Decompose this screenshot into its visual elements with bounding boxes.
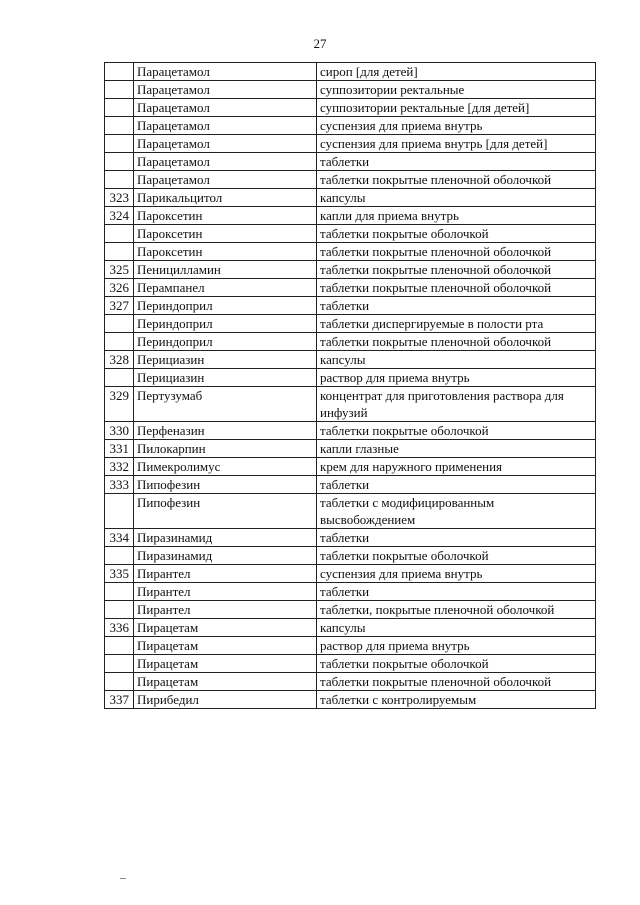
dosage-form-cell: суппозитории ректальные [для детей] xyxy=(317,99,596,117)
dosage-form-cell: таблетки диспергируемые в полости рта xyxy=(317,315,596,333)
drug-name-cell: Пирацетам xyxy=(134,655,317,673)
row-number-cell: 333 xyxy=(105,476,134,494)
table-row xyxy=(105,153,596,171)
dosage-form-cell: таблетки покрытые пленочной оболочкой xyxy=(317,333,596,351)
table-row xyxy=(105,458,596,476)
table-row xyxy=(105,387,596,422)
drug-name-cell: Пирацетам xyxy=(134,673,317,691)
row-number-cell xyxy=(105,171,134,189)
drug-name-cell: Пароксетин xyxy=(134,225,317,243)
row-number-cell xyxy=(105,225,134,243)
drug-name-cell: Пипофезин xyxy=(134,494,317,529)
drug-name-cell: Пирацетам xyxy=(134,619,317,637)
drug-name-cell: Пеницилламин xyxy=(134,261,317,279)
row-number-cell: 330 xyxy=(105,422,134,440)
table-row xyxy=(105,565,596,583)
dosage-form-cell: капсулы xyxy=(317,351,596,369)
table-row xyxy=(105,297,596,315)
table-row xyxy=(105,351,596,369)
drug-name-cell: Пиразинамид xyxy=(134,547,317,565)
table-row xyxy=(105,207,596,225)
dosage-form-cell: таблетки покрытые пленочной оболочкой xyxy=(317,171,596,189)
row-number-cell xyxy=(105,369,134,387)
row-number-cell: 331 xyxy=(105,440,134,458)
dosage-form-cell: таблетки с модифицированным высвобождением xyxy=(317,494,596,529)
row-number-cell xyxy=(105,63,134,81)
table-row xyxy=(105,225,596,243)
table-row xyxy=(105,529,596,547)
dosage-form-cell: таблетки покрытые пленочной оболочкой xyxy=(317,261,596,279)
drug-name-cell: Периндоприл xyxy=(134,297,317,315)
dosage-form-cell: таблетки xyxy=(317,297,596,315)
row-number-cell xyxy=(105,494,134,529)
drug-name-cell: Пимекролимус xyxy=(134,458,317,476)
drug-name-cell: Пароксетин xyxy=(134,243,317,261)
row-number-cell xyxy=(105,601,134,619)
drug-name-cell: Парацетамол xyxy=(134,153,317,171)
table-row xyxy=(105,81,596,99)
page-number: 27 xyxy=(313,36,327,51)
table-row xyxy=(105,476,596,494)
row-number-cell: 329 xyxy=(105,387,134,422)
row-number-cell: 323 xyxy=(105,189,134,207)
row-number-cell: 324 xyxy=(105,207,134,225)
row-number-cell xyxy=(105,117,134,135)
dosage-form-cell: таблетки xyxy=(317,583,596,601)
row-number-cell xyxy=(105,583,134,601)
row-number-cell xyxy=(105,673,134,691)
medication-table xyxy=(104,62,596,709)
dosage-form-cell: раствор для приема внутрь xyxy=(317,369,596,387)
row-number-cell: 332 xyxy=(105,458,134,476)
drug-name-cell: Периндоприл xyxy=(134,333,317,351)
table-row xyxy=(105,135,596,153)
row-number-cell xyxy=(105,81,134,99)
dosage-form-cell: таблетки покрытые оболочкой xyxy=(317,422,596,440)
dosage-form-cell: суспензия для приема внутрь xyxy=(317,565,596,583)
dosage-form-cell: сироп [для детей] xyxy=(317,63,596,81)
table-row xyxy=(105,673,596,691)
row-number-cell xyxy=(105,243,134,261)
drug-name-cell: Перициазин xyxy=(134,351,317,369)
table-row xyxy=(105,637,596,655)
table-row xyxy=(105,440,596,458)
row-number-cell xyxy=(105,315,134,333)
dosage-form-cell: капсулы xyxy=(317,189,596,207)
table-row xyxy=(105,261,596,279)
dosage-form-cell: крем для наружного применения xyxy=(317,458,596,476)
dosage-form-cell: таблетки покрытые оболочкой xyxy=(317,547,596,565)
table-row xyxy=(105,279,596,297)
table-row xyxy=(105,171,596,189)
drug-name-cell: Перампанел xyxy=(134,279,317,297)
drug-name-cell: Пиразинамид xyxy=(134,529,317,547)
drug-name-cell: Пирантел xyxy=(134,583,317,601)
table-row xyxy=(105,601,596,619)
row-number-cell: 326 xyxy=(105,279,134,297)
row-number-cell: 336 xyxy=(105,619,134,637)
table-row xyxy=(105,243,596,261)
dosage-form-cell: капли глазные xyxy=(317,440,596,458)
row-number-cell xyxy=(105,99,134,117)
table-row xyxy=(105,691,596,709)
table-row xyxy=(105,422,596,440)
dosage-form-cell: таблетки покрытые пленочной оболочкой xyxy=(317,673,596,691)
drug-name-cell: Парацетамол xyxy=(134,135,317,153)
dosage-form-cell: таблетки xyxy=(317,529,596,547)
drug-name-cell: Пирибедил xyxy=(134,691,317,709)
drug-name-cell: Пирантел xyxy=(134,601,317,619)
table-row xyxy=(105,547,596,565)
row-number-cell: 335 xyxy=(105,565,134,583)
table-row xyxy=(105,333,596,351)
table-row xyxy=(105,619,596,637)
drug-name-cell: Пипофезин xyxy=(134,476,317,494)
row-number-cell xyxy=(105,153,134,171)
dosage-form-cell: таблетки покрытые оболочкой xyxy=(317,655,596,673)
dosage-form-cell: таблетки покрытые пленочной оболочкой xyxy=(317,279,596,297)
row-number-cell xyxy=(105,547,134,565)
drug-name-cell: Пилокарпин xyxy=(134,440,317,458)
dosage-form-cell: капсулы xyxy=(317,619,596,637)
scan-mark xyxy=(120,878,126,879)
drug-name-cell: Пирацетам xyxy=(134,637,317,655)
dosage-form-cell: раствор для приема внутрь xyxy=(317,637,596,655)
dosage-form-cell: суспензия для приема внутрь [для детей] xyxy=(317,135,596,153)
row-number-cell: 328 xyxy=(105,351,134,369)
table-row xyxy=(105,369,596,387)
table-row xyxy=(105,189,596,207)
dosage-form-cell: капли для приема внутрь xyxy=(317,207,596,225)
dosage-form-cell: концентрат для приготовления раствора для инфузий xyxy=(317,387,596,422)
drug-name-cell: Пароксетин xyxy=(134,207,317,225)
drug-name-cell: Перициазин xyxy=(134,369,317,387)
table-row xyxy=(105,99,596,117)
table-row xyxy=(105,315,596,333)
table-row xyxy=(105,583,596,601)
table-row xyxy=(105,117,596,135)
row-number-cell xyxy=(105,655,134,673)
dosage-form-cell: таблетки с контролируемым xyxy=(317,691,596,709)
dosage-form-cell: таблетки xyxy=(317,476,596,494)
dosage-form-cell: таблетки, покрытые пленочной оболочкой xyxy=(317,601,596,619)
dosage-form-cell: таблетки xyxy=(317,153,596,171)
drug-name-cell: Парацетамол xyxy=(134,171,317,189)
dosage-form-cell: таблетки покрытые оболочкой xyxy=(317,225,596,243)
drug-name-cell: Парацетамол xyxy=(134,99,317,117)
drug-name-cell: Пертузумаб xyxy=(134,387,317,422)
table-row xyxy=(105,655,596,673)
drug-name-cell: Периндоприл xyxy=(134,315,317,333)
dosage-form-cell: таблетки покрытые пленочной оболочкой xyxy=(317,243,596,261)
drug-name-cell: Парацетамол xyxy=(134,117,317,135)
row-number-cell: 337 xyxy=(105,691,134,709)
row-number-cell xyxy=(105,637,134,655)
row-number-cell xyxy=(105,135,134,153)
drug-name-cell: Парикальцитол xyxy=(134,189,317,207)
row-number-cell: 325 xyxy=(105,261,134,279)
table-row xyxy=(105,494,596,529)
table-row xyxy=(105,63,596,81)
dosage-form-cell: суппозитории ректальные xyxy=(317,81,596,99)
medication-table-body xyxy=(105,63,596,709)
drug-name-cell: Перфеназин xyxy=(134,422,317,440)
row-number-cell: 327 xyxy=(105,297,134,315)
drug-name-cell: Парацетамол xyxy=(134,63,317,81)
row-number-cell: 334 xyxy=(105,529,134,547)
drug-name-cell: Пирантел xyxy=(134,565,317,583)
drug-name-cell: Парацетамол xyxy=(134,81,317,99)
dosage-form-cell: суспензия для приема внутрь xyxy=(317,117,596,135)
row-number-cell xyxy=(105,333,134,351)
